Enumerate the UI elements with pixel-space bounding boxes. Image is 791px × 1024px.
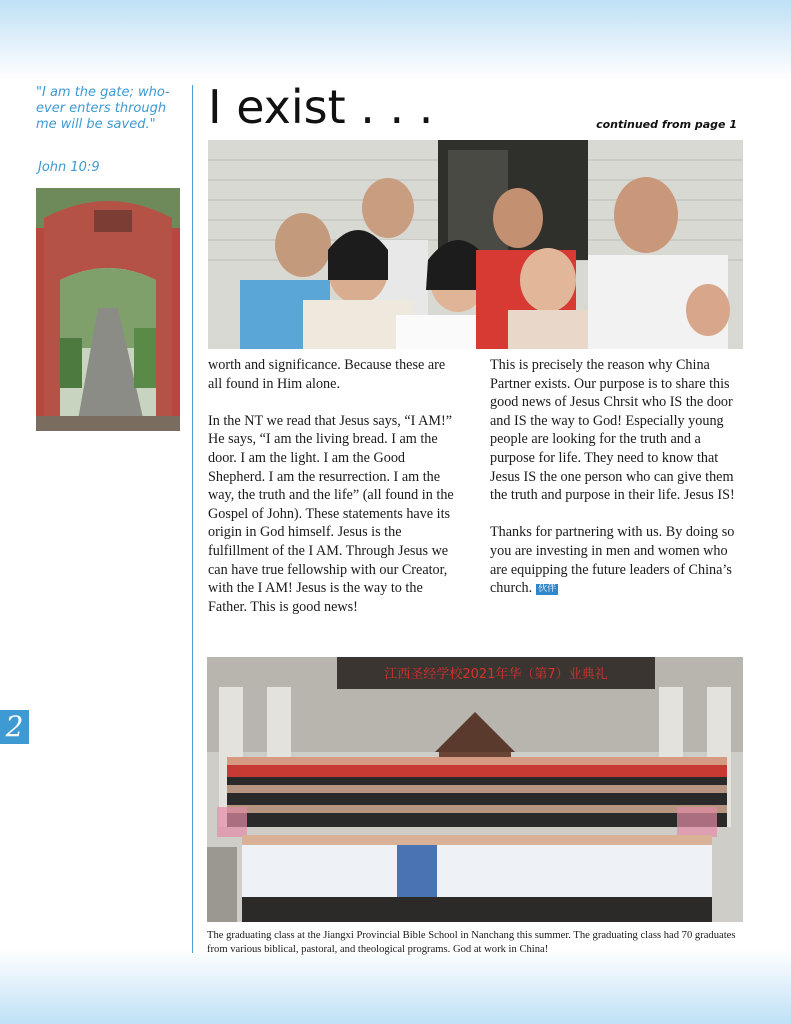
scripture-quote: "I am the gate; who-ever enters through me will be saved."	[36, 85, 170, 132]
graduation-photo	[207, 657, 743, 922]
page-number: 2	[0, 710, 29, 744]
article-title: I exist . . .	[208, 80, 434, 134]
group-photo	[208, 140, 743, 349]
paragraph: This is precisely the reason why China Partner exists. Our purpose is to share this good news of Jesus Chrsit who IS the door and IS the way to God! Especially young people are looking for the truth and a purpose for life. They need to know that Jesus IS the one person who can give them the truth and purpose in their life. Jesus IS!	[490, 357, 735, 504]
photo-caption: The graduating class at the Jiangxi Provincial Bible School in Nanchang this summer. The graduating class had 70 graduates from various biblical, pastoral, and theological programs. God at work in China!	[207, 930, 736, 955]
paragraph-text: Thanks for partnering with us. By doing so you are investing in men and women who are equipping the future leaders of China’s church.	[490, 524, 735, 597]
graduation-banner-text: 江西圣经学校2021年华（第7）业典礼	[384, 667, 608, 682]
top-gradient-band	[0, 0, 791, 80]
column-divider	[192, 85, 193, 953]
scripture-reference: John 10:9	[38, 160, 100, 175]
huoban-badge: 伙伴	[538, 584, 557, 595]
paragraph	[490, 523, 742, 597]
text-column-left	[208, 356, 460, 635]
garden-gate-photo	[36, 188, 180, 431]
paragraph: In the NT we read that Jesus says, “I AM!” He says, “I am the living bread. I am the door. I am the light. I am the Good Shepherd. I am the resurrection. I am the way, the truth and the life” (all found in the Gospel of John). These statements have its origin in God himself. Jesus is the fulfillment of the I AM. Through Jesus we can have true fellowship with our Creator, with the I AM! Jesus is the way to the Father. This is good news!	[208, 412, 454, 615]
continued-note: continued from page 1	[596, 118, 737, 131]
bottom-gradient-band	[0, 949, 791, 1024]
text-column-right	[490, 356, 742, 616]
paragraph: worth and significance. Because these are all found in Him alone.	[208, 357, 446, 392]
